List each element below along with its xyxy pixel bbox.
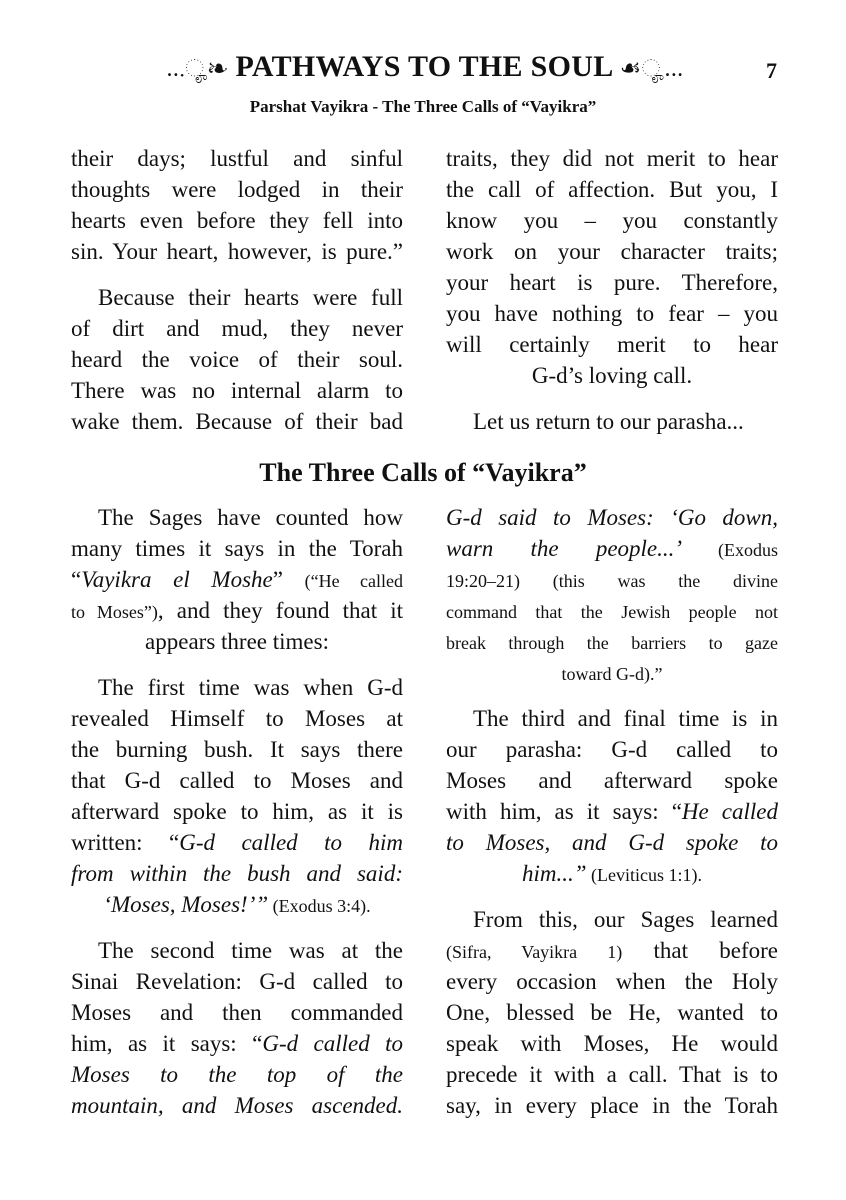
ornament-left-icon: ...ೄ❧: [166, 56, 228, 82]
paragraph: [446, 502, 778, 688]
paragraph: [71, 282, 403, 437]
body-text: you have nothing to fear – you: [446, 301, 778, 326]
text-line: [446, 657, 778, 688]
body-text: Moses and then commanded: [71, 1000, 403, 1025]
body-text: will certainly merit to hear: [446, 332, 778, 357]
text-line: [446, 298, 778, 329]
body-text: From this, our Sages learned: [473, 907, 778, 932]
text-line: [71, 236, 403, 267]
body-text: G-d’s loving call.: [531, 363, 693, 388]
text-line: [446, 502, 778, 533]
body-text: heard the voice of their soul.: [71, 347, 403, 372]
text-line: [71, 935, 403, 966]
text-line: [446, 935, 778, 966]
book-title-text: PATHWAYS TO THE SOUL: [235, 50, 612, 83]
running-header: [0, 50, 846, 90]
text-line: [71, 174, 403, 205]
italic-text: G-d called to: [262, 1031, 404, 1056]
column-bottom-left: [71, 502, 403, 1136]
book-title: [130, 50, 720, 84]
paragraph: [71, 935, 403, 1121]
text-line: [446, 734, 778, 765]
body-text: , and they found that it: [157, 598, 403, 623]
body-text: that G-d called to Moses and: [71, 768, 403, 793]
text-line: [71, 858, 403, 889]
section-heading: The Three Calls of “Vayikra”: [259, 458, 587, 487]
text-line: [71, 375, 403, 406]
text-line: [446, 236, 778, 267]
text-line: [446, 205, 778, 236]
body-text: afterward spoke to him, as it is: [71, 799, 403, 824]
body-text: ”: [272, 567, 305, 592]
body-text: revealed Himself to Moses at: [71, 706, 403, 731]
text-line: [446, 595, 778, 626]
text-line: [446, 765, 778, 796]
text-line: [71, 406, 403, 437]
text-line: [446, 626, 778, 657]
italic-text: ‘Moses, Moses!’”: [103, 892, 269, 917]
body-text: of dirt and mud, they never: [71, 316, 403, 341]
text-line: [446, 267, 778, 298]
text-line: [71, 282, 403, 313]
citation-text: (Exodus 3:4).: [268, 896, 371, 916]
body-text: The Sages have counted how: [98, 505, 403, 530]
citation-text: to Moses”): [71, 602, 158, 622]
body-text: “: [71, 567, 82, 592]
text-line: [446, 1090, 778, 1121]
body-text: Let us return to our parasha...: [473, 409, 744, 434]
text-line: [446, 904, 778, 935]
body-text: The first time was when G-d: [98, 675, 403, 700]
body-text: him, as it says: “: [71, 1031, 263, 1056]
page-number: 7: [766, 58, 777, 83]
column-top-right: [446, 143, 778, 452]
text-line: [446, 174, 778, 205]
body-text: traits, they did not merit to hear: [446, 146, 778, 171]
body-text: work on your character traits;: [446, 239, 778, 264]
citation-text: (Leviticus 1:1).: [586, 865, 703, 885]
text-line: [446, 329, 778, 360]
text-line: [446, 858, 778, 889]
body-text: every occasion when the Holy: [446, 969, 778, 994]
body-text: The second time was at the: [98, 938, 403, 963]
italic-text: mountain, and Moses ascended.: [71, 1093, 403, 1118]
text-line: [446, 703, 778, 734]
body-text: that before: [622, 938, 778, 963]
paragraph: [446, 904, 778, 1121]
column-bottom-right: [446, 502, 778, 1136]
text-line: [71, 143, 403, 174]
body-text: say, in every place in the Torah: [446, 1093, 778, 1118]
text-line: [446, 143, 778, 174]
text-line: [71, 827, 403, 858]
text-line: [446, 360, 778, 391]
italic-text: warn the people...’: [446, 536, 683, 561]
text-line: [71, 765, 403, 796]
text-line: [446, 1059, 778, 1090]
body-text: precede it with a call. That is to: [446, 1062, 778, 1087]
text-line: [446, 533, 778, 564]
body-text: our parasha: G-d called to: [446, 737, 778, 762]
italic-text: him...”: [521, 861, 587, 886]
text-line: [71, 344, 403, 375]
citation-text: break through the barriers to gaze: [446, 633, 778, 653]
body-text: the burning bush. It says there: [71, 737, 403, 762]
paragraph: [446, 703, 778, 889]
paragraph: [71, 502, 403, 657]
italic-text: Moses to the top of the: [71, 1062, 403, 1087]
body-text: your heart is pure. Therefore,: [446, 270, 778, 295]
text-line: [446, 406, 778, 437]
italic-text: Vayikra el Moshe: [81, 567, 273, 592]
body-text: written: “: [71, 830, 180, 855]
body-text: One, blessed be He, wanted to: [446, 1000, 778, 1025]
body-text: their days; lustful and sinful: [71, 146, 403, 171]
text-line: [71, 1059, 403, 1090]
text-line: [446, 997, 778, 1028]
body-text: Moses and afterward spoke: [446, 768, 778, 793]
body-text: Because their hearts were full: [98, 285, 403, 310]
citation-text: (“He called: [304, 571, 403, 591]
body-text: thoughts were lodged in their: [71, 177, 403, 202]
column-top-left: [71, 143, 403, 452]
text-line: [446, 796, 778, 827]
citation-text: 19:20–21) (this was the divine: [446, 571, 778, 591]
text-line: [71, 1090, 403, 1121]
text-line: [71, 734, 403, 765]
text-line: [71, 595, 403, 626]
body-text: speak with Moses, He would: [446, 1031, 778, 1056]
chapter-subtitle: Parshat Vayikra - The Three Calls of “Vayikra”: [249, 97, 597, 116]
paragraph: [71, 672, 403, 920]
text-line: [446, 827, 778, 858]
text-line: [71, 703, 403, 734]
text-line: [71, 966, 403, 997]
text-line: [446, 1028, 778, 1059]
body-text: sin. Your heart, however, is pure.”: [71, 239, 403, 264]
citation-text: (Exodus: [682, 540, 779, 560]
body-text: The third and final time is in: [473, 706, 778, 731]
text-line: [71, 313, 403, 344]
text-line: [71, 502, 403, 533]
text-line: [446, 966, 778, 997]
paragraph: [446, 143, 778, 391]
italic-text: G-d said to Moses: ‘Go down,: [446, 505, 778, 530]
italic-text: from within the bush and said:: [71, 861, 403, 886]
text-line: [446, 564, 778, 595]
text-line: [71, 889, 403, 920]
body-text: know you – you constantly: [446, 208, 778, 233]
italic-text: He called: [681, 799, 779, 824]
body-text: with him, as it says: “: [446, 799, 682, 824]
body-text: Sinai Revelation: G-d called to: [71, 969, 403, 994]
ornament-right-icon: ☙ೄ...: [619, 56, 684, 82]
text-line: [71, 997, 403, 1028]
text-line: [71, 1028, 403, 1059]
text-line: [71, 626, 403, 657]
paragraph: [71, 143, 403, 267]
paragraph: [446, 406, 778, 437]
text-line: [71, 564, 403, 595]
italic-text: to Moses, and G-d spoke to: [446, 830, 778, 855]
body-text: the call of affection. But you, I: [446, 177, 778, 202]
body-text: wake them. Because of their bad: [71, 409, 403, 434]
text-line: [71, 796, 403, 827]
body-text: hearts even before they fell into: [71, 208, 403, 233]
citation-text: (Sifra, Vayikra 1): [446, 942, 623, 962]
text-line: [71, 533, 403, 564]
body-text: There was no internal alarm to: [71, 378, 403, 403]
text-line: [71, 672, 403, 703]
citation-text: command that the Jewish people not: [446, 602, 778, 622]
citation-text: toward G-d).”: [561, 664, 663, 684]
body-text: appears three times:: [145, 629, 329, 654]
text-line: [71, 205, 403, 236]
body-text: many times it says in the Torah: [71, 536, 403, 561]
italic-text: G-d called to him: [179, 830, 404, 855]
